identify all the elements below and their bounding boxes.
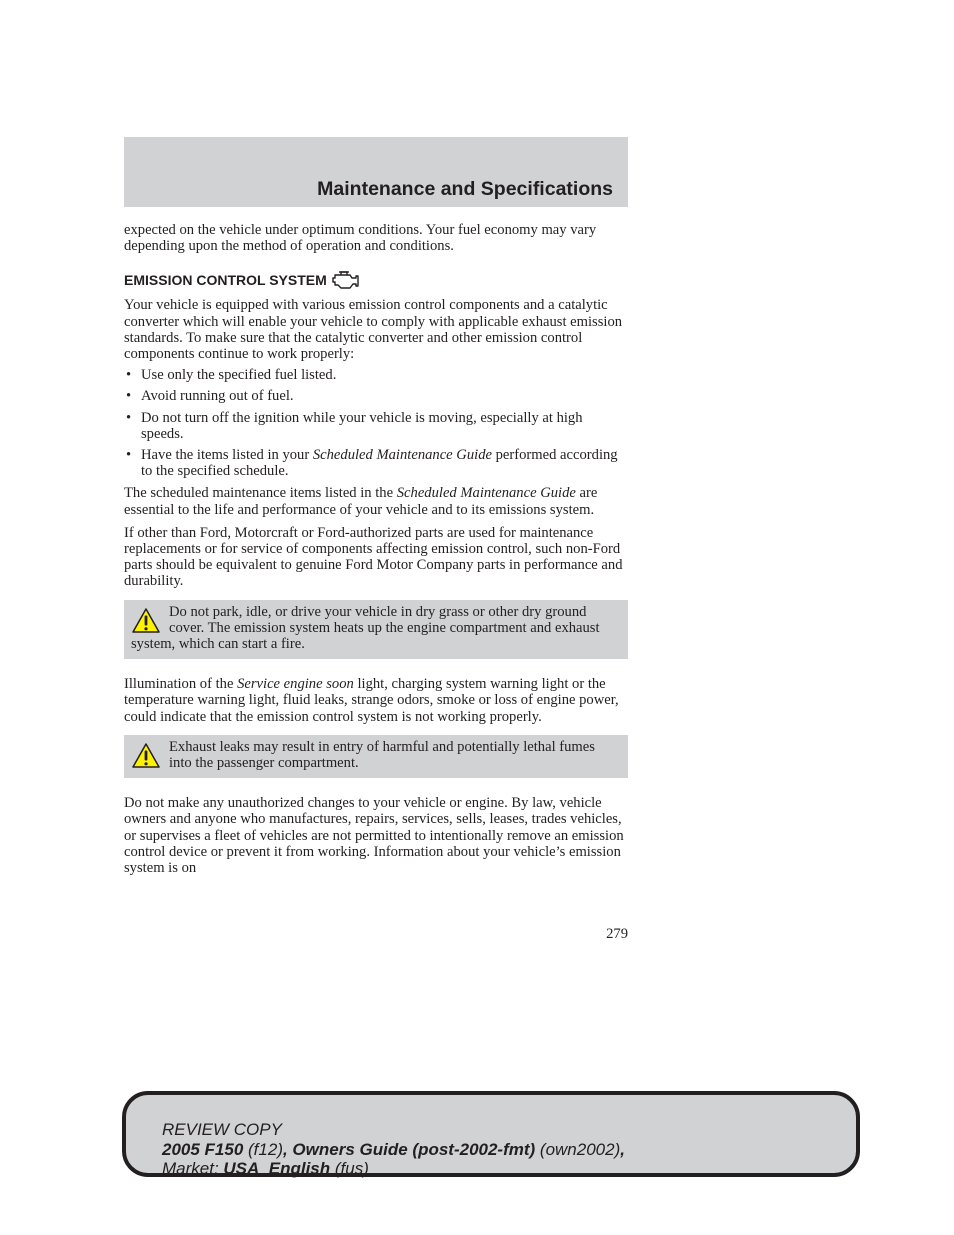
guide-title: Scheduled Maintenance Guide (396, 485, 576, 502)
warning-text: Exhaust leaks may result in entry of harmful and potentially lethal fumes into the passenger compartment. (169, 738, 595, 772)
footer-guide-code: (own2002) (535, 1139, 621, 1159)
emission-paragraph-3: If other than Ford, Motorcraft or Ford-authorized parts are used for maintenance replacements or for service of components affecting emission control, such non-Ford parts should be equivalent to genuine Ford Motor Company parts in performance and durability. (124, 524, 623, 590)
footer-market-label: Market: (162, 1159, 224, 1178)
list-item (124, 410, 628, 442)
bullet-text: Do not turn off the ignition while your vehicle is moving, especially at high speeds. (141, 409, 583, 442)
footer-model-code: (f12) (243, 1139, 283, 1159)
review-copy-label: REVIEW COPY (162, 1120, 282, 1139)
emission-paragraph-5: Do not make any unauthorized changes to your vehicle or engine. By law, vehicle owners and anyone who manufactures, repairs, services, sells, leases, trades vehicles, or supervises a fleet of vehicles are not permitted to intentionally remove an emission control device or prevent it from working. Information about your vehicle’s emission system is on (124, 795, 624, 877)
emission-paragraph-2 (124, 485, 628, 517)
footer-model: 2005 F150 (162, 1139, 244, 1159)
footer-market-code: (fus) (330, 1159, 369, 1178)
intro-paragraph: expected on the vehicle under optimum conditions. Your fuel economy may vary depending upon the method of operation and conditions. (124, 222, 597, 255)
footer-market: USA_English (223, 1159, 331, 1178)
bullet-glyph: • (126, 367, 132, 384)
footer-guide: , Owners Guide (post-2002-fmt) (282, 1139, 536, 1159)
bullet-glyph: • (126, 409, 132, 426)
text-run: are essential to the life and performance of your vehicle and to its emissions system. (124, 485, 598, 518)
section-title: Maintenance and Specifications (317, 178, 613, 200)
text-run: light, charging system warning light or the temperature warning light, fluid leaks, strange odors, smoke or loss of engine power, could indicate that the emission control system is not working properly. (124, 676, 619, 725)
list-item (124, 367, 628, 383)
warning-triangle-icon (131, 607, 161, 634)
guide-title: Scheduled Maintenance Guide (312, 447, 492, 464)
bullet-glyph: • (126, 388, 132, 405)
page-content (124, 222, 628, 883)
text-run: Illumination of the (124, 676, 238, 693)
footer-lines (162, 1120, 625, 1179)
warning-box-exhaust (124, 735, 628, 778)
footer-comma: , (620, 1139, 625, 1159)
bullet-glyph: • (126, 447, 132, 464)
bullet-text: Avoid running out of fuel. (141, 388, 294, 405)
emission-heading-text: EMISSION CONTROL SYSTEM (124, 272, 327, 289)
emission-heading (124, 269, 628, 291)
page-number: 279 (606, 926, 628, 942)
warning-triangle-icon (131, 742, 161, 769)
bullet-text-pre: Have the items listed in your (141, 447, 313, 464)
list-item (124, 447, 628, 479)
engine-icon (331, 269, 361, 291)
review-copy-footer (122, 1091, 860, 1177)
emission-bullet-list (124, 367, 628, 479)
bullet-text-post: performed according to the specified schedule. (141, 447, 618, 480)
bullet-text: Use only the specified fuel listed. (141, 367, 337, 384)
emission-paragraph-1: Your vehicle is equipped with various emission control components and a catalytic converter which will enable your vehicle to comply with applicable exhaust emission standards. To make sure that the catalytic converter and other emission control components continue to work properly: (124, 297, 623, 363)
section-header-band (124, 137, 628, 207)
list-item (124, 388, 628, 404)
text-run: The scheduled maintenance items listed in the (124, 485, 397, 502)
warning-light-name: Service engine soon (237, 676, 354, 693)
footer-guide-line (162, 1140, 625, 1160)
warning-box-fire (124, 600, 628, 660)
footer-market-line (162, 1159, 625, 1179)
warning-text: Do not park, idle, or drive your vehicle in dry grass or other dry ground cover. The emission system heats up the engine compartment and exhaust system, which can start a fire. (131, 603, 600, 653)
emission-paragraph-4 (124, 676, 628, 725)
